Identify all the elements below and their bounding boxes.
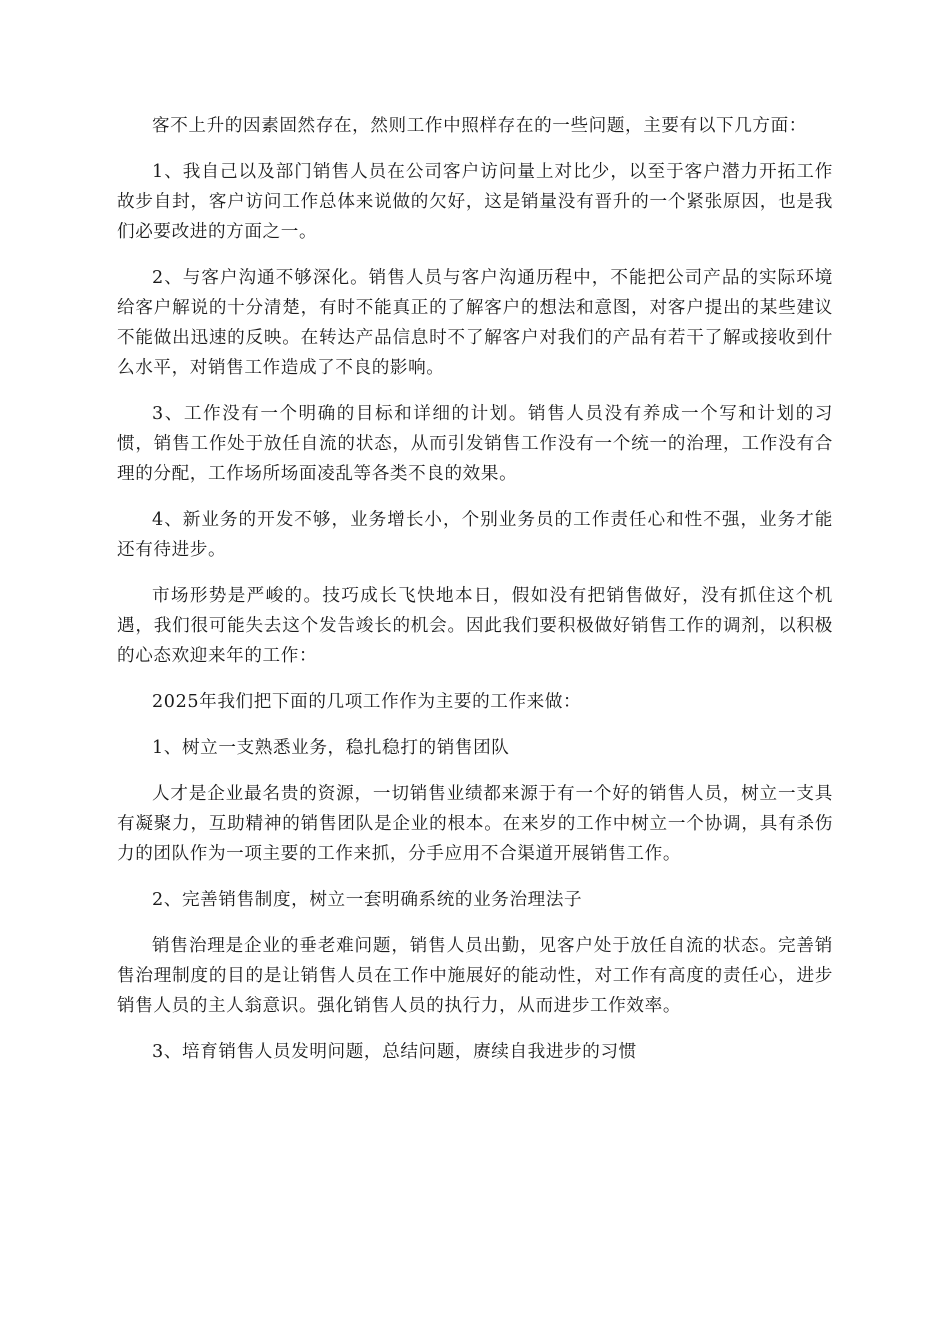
paragraph-intro: 客不上升的因素固然存在，然则工作中照样存在的一些问题，主要有以下几方面： [152, 116, 807, 136]
heading-plan-2: 2、完善销售制度，树立一套明确系统的业务治理法子 [152, 890, 583, 910]
paragraph-issue-1: 1、我自己以及部门销售人员在公司客户访问量上对比少，以至于客户潜力开拓工作故步自封，客户访问工作总体来说做的欠好，这是销量没有晋升的一个紧张原因，也是我们必要改进的方面之一。 [117, 162, 833, 242]
document-body [117, 111, 833, 1083]
heading-plan-3: 3、培育销售人员发明问题，总结问题，赓续自我进步的习惯 [152, 1042, 637, 1062]
paragraph-market: 市场形势是严峻的。技巧成长飞快地本日，假如没有把销售做好，没有抓住这个机遇，我们很可能失去这个发告竣长的机会。因此我们要积极做好销售工作的调剂，以积极的心态欢迎来年的工作： [117, 586, 833, 666]
paragraph-plan-2: 销售治理是企业的垂老难问题，销售人员出勤，见客户处于放任自流的状态。完善销售治理制度的目的是让销售人员在工作中施展好的能动性，对工作有高度的责任心，进步销售人员的主人翁意识。强化销售人员的执行力，从而进步工作效率。 [117, 936, 833, 1016]
paragraph-plan-intro: 2025年我们把下面的几项工作作为主要的工作来做： [152, 692, 582, 712]
heading-plan-1: 1、树立一支熟悉业务，稳扎稳打的销售团队 [152, 738, 510, 758]
paragraph-plan-1: 人才是企业最名贵的资源，一切销售业绩都来源于有一个好的销售人员，树立一支具有凝聚力，互助精神的销售团队是企业的根本。在来岁的工作中树立一个协调，具有杀伤力的团队作为一项主要的工作来抓，分手应用不合渠道开展销售工作。 [117, 784, 833, 864]
paragraph-issue-2: 2、与客户沟通不够深化。销售人员与客户沟通历程中，不能把公司产品的实际环境给客户解说的十分清楚，有时不能真正的了解客户的想法和意图，对客户提出的某些建议不能做出迅速的反映。在转达产品信息时不了解客户对我们的产品有若干了解或接收到什么水平，对销售工作造成了不良的影响。 [117, 268, 833, 378]
paragraph-issue-3: 3、工作没有一个明确的目标和详细的计划。销售人员没有养成一个写和计划的习惯，销售工作处于放任自流的状态，从而引发销售工作没有一个统一的治理，工作没有合理的分配，工作场所场面凌乱等各类不良的效果。 [117, 404, 833, 484]
paragraph-issue-4: 4、新业务的开发不够，业务增长小，个别业务员的工作责任心和性不强，业务才能还有待进步。 [117, 510, 833, 560]
